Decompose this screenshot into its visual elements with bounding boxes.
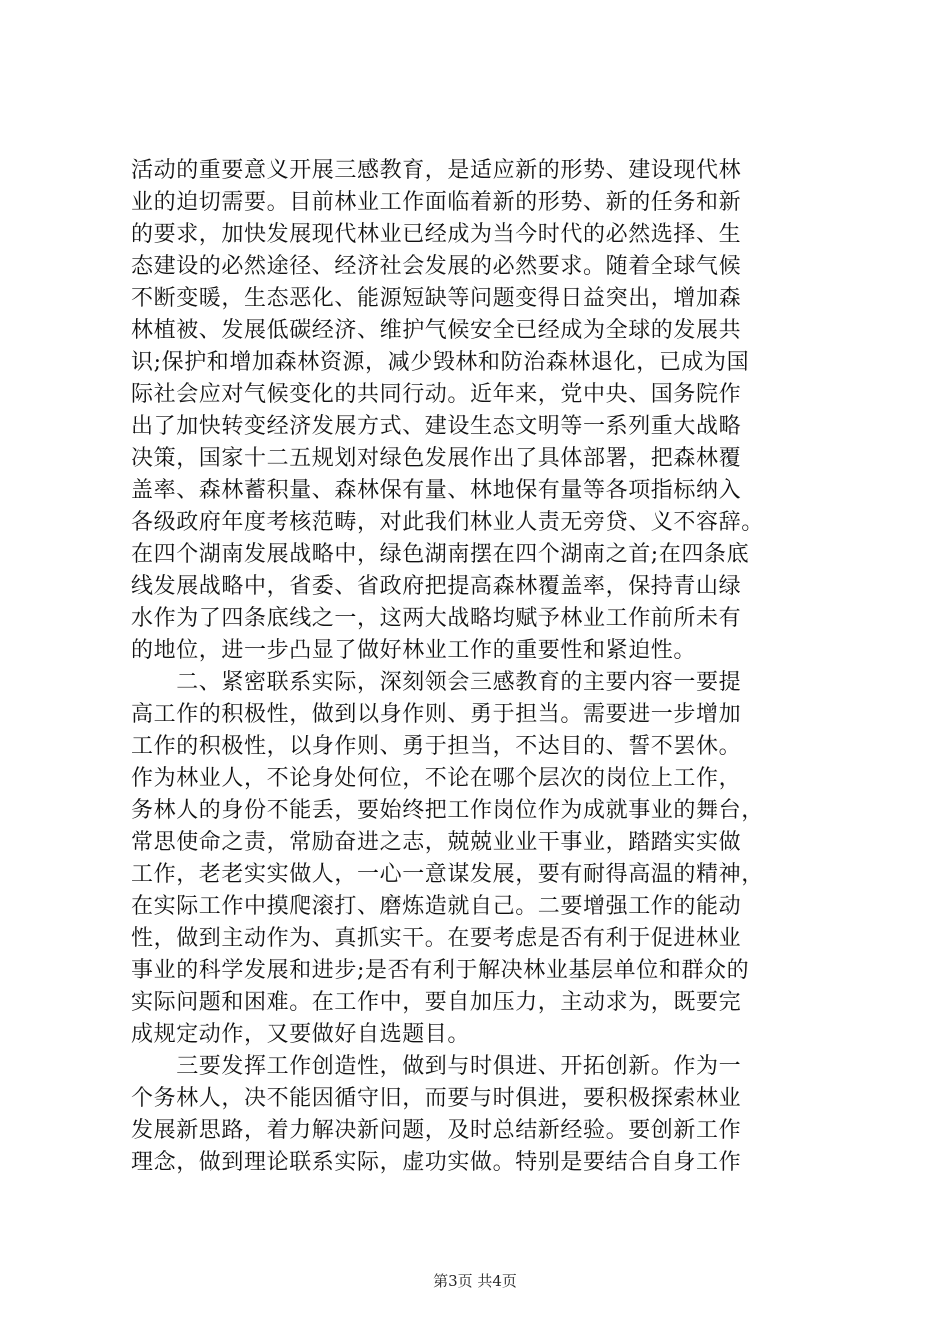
text-line: 三要发挥工作创造性，做到与时俱进、开拓创新。作为一: [131, 1054, 742, 1079]
text-line: 在四个湖南发展战略中，绿色湖南摆在四个湖南之首;在四条底: [131, 542, 750, 567]
text-line: 事业的科学发展和进步;是否有利于解决林业基层单位和群众的: [131, 958, 750, 983]
text-line: 在实际工作中摸爬滚打、磨炼造就自己。二要增强工作的能动: [131, 894, 742, 919]
text-line: 常思使命之责，常励奋进之志，兢兢业业干事业，踏踏实实做: [131, 830, 742, 855]
text-line: 盖率、森林蓄积量、森林保有量、林地保有量等各项指标纳入: [131, 478, 742, 503]
text-line: 出了加快转变经济发展方式、建设生态文明等一系列重大战略: [131, 414, 742, 439]
text-line: 作为林业人，不论身处何位，不论在哪个层次的岗位上工作，: [131, 766, 742, 791]
text-line: 发展新思路，着力解决新问题，及时总结新经验。要创新工作: [131, 1118, 742, 1143]
text-line: 性，做到主动作为、真抓实干。在要考虑是否有利于促进林业: [131, 926, 742, 951]
text-line: 的地位，进一步凸显了做好林业工作的重要性和紧迫性。: [131, 638, 697, 663]
text-line: 际社会应对气候变化的共同行动。近年来，党中央、国务院作: [131, 382, 742, 407]
text-line: 务林人的身份不能丢，要始终把工作岗位作为成就事业的舞台，: [131, 798, 764, 823]
body-text: [131, 155, 831, 1179]
text-line: 高工作的积极性，做到以身作则、勇于担当。需要进一步增加: [131, 702, 742, 727]
text-line: 理念，做到理论联系实际，虚功实做。特别是要结合自身工作: [131, 1150, 742, 1175]
text-line: 成规定动作，又要做好自选题目。: [131, 1022, 471, 1047]
text-line: 二、紧密联系实际，深刻领会三感教育的主要内容一要提: [131, 670, 742, 695]
text-line: 不断变暖，生态恶化、能源短缺等问题变得日益突出，增加森: [131, 286, 742, 311]
page-footer: 第3页 共4页: [433, 1272, 517, 1290]
text-line: 线发展战略中，省委、省政府把提高森林覆盖率，保持青山绿: [131, 574, 742, 599]
text-line: 态建设的必然途径、经济社会发展的必然要求。随着全球气候: [131, 254, 742, 279]
text-line: 活动的重要意义开展三感教育，是适应新的形势、建设现代林: [131, 158, 742, 183]
text-line: 林植被、发展低碳经济、维护气候安全已经成为全球的发展共: [131, 318, 742, 343]
text-line: 识;保护和增加森林资源，减少毁林和防治森林退化，已成为国: [131, 350, 750, 375]
text-line: 实际问题和困难。在工作中，要自加压力，主动求为，既要完: [131, 990, 742, 1015]
text-line: 工作的积极性，以身作则、勇于担当，不达目的、誓不罢休。: [131, 734, 742, 759]
text-line: 个务林人，决不能因循守旧，而要与时俱进，要积极探索林业: [131, 1086, 742, 1111]
text-line: 的要求，加快发展现代林业已经成为当今时代的必然选择、生: [131, 222, 742, 247]
text-line: 各级政府年度考核范畴，对此我们林业人责无旁贷、义不容辞。: [131, 510, 764, 535]
text-line: 水作为了四条底线之一，这两大战略均赋予林业工作前所未有: [131, 606, 742, 631]
text-line: 工作，老老实实做人，一心一意谋发展，要有耐得高温的精神，: [131, 862, 764, 887]
text-line: 决策，国家十二五规划对绿色发展作出了具体部署，把森林覆: [131, 446, 742, 471]
text-line: 业的迫切需要。目前林业工作面临着新的形势、新的任务和新: [131, 190, 742, 215]
